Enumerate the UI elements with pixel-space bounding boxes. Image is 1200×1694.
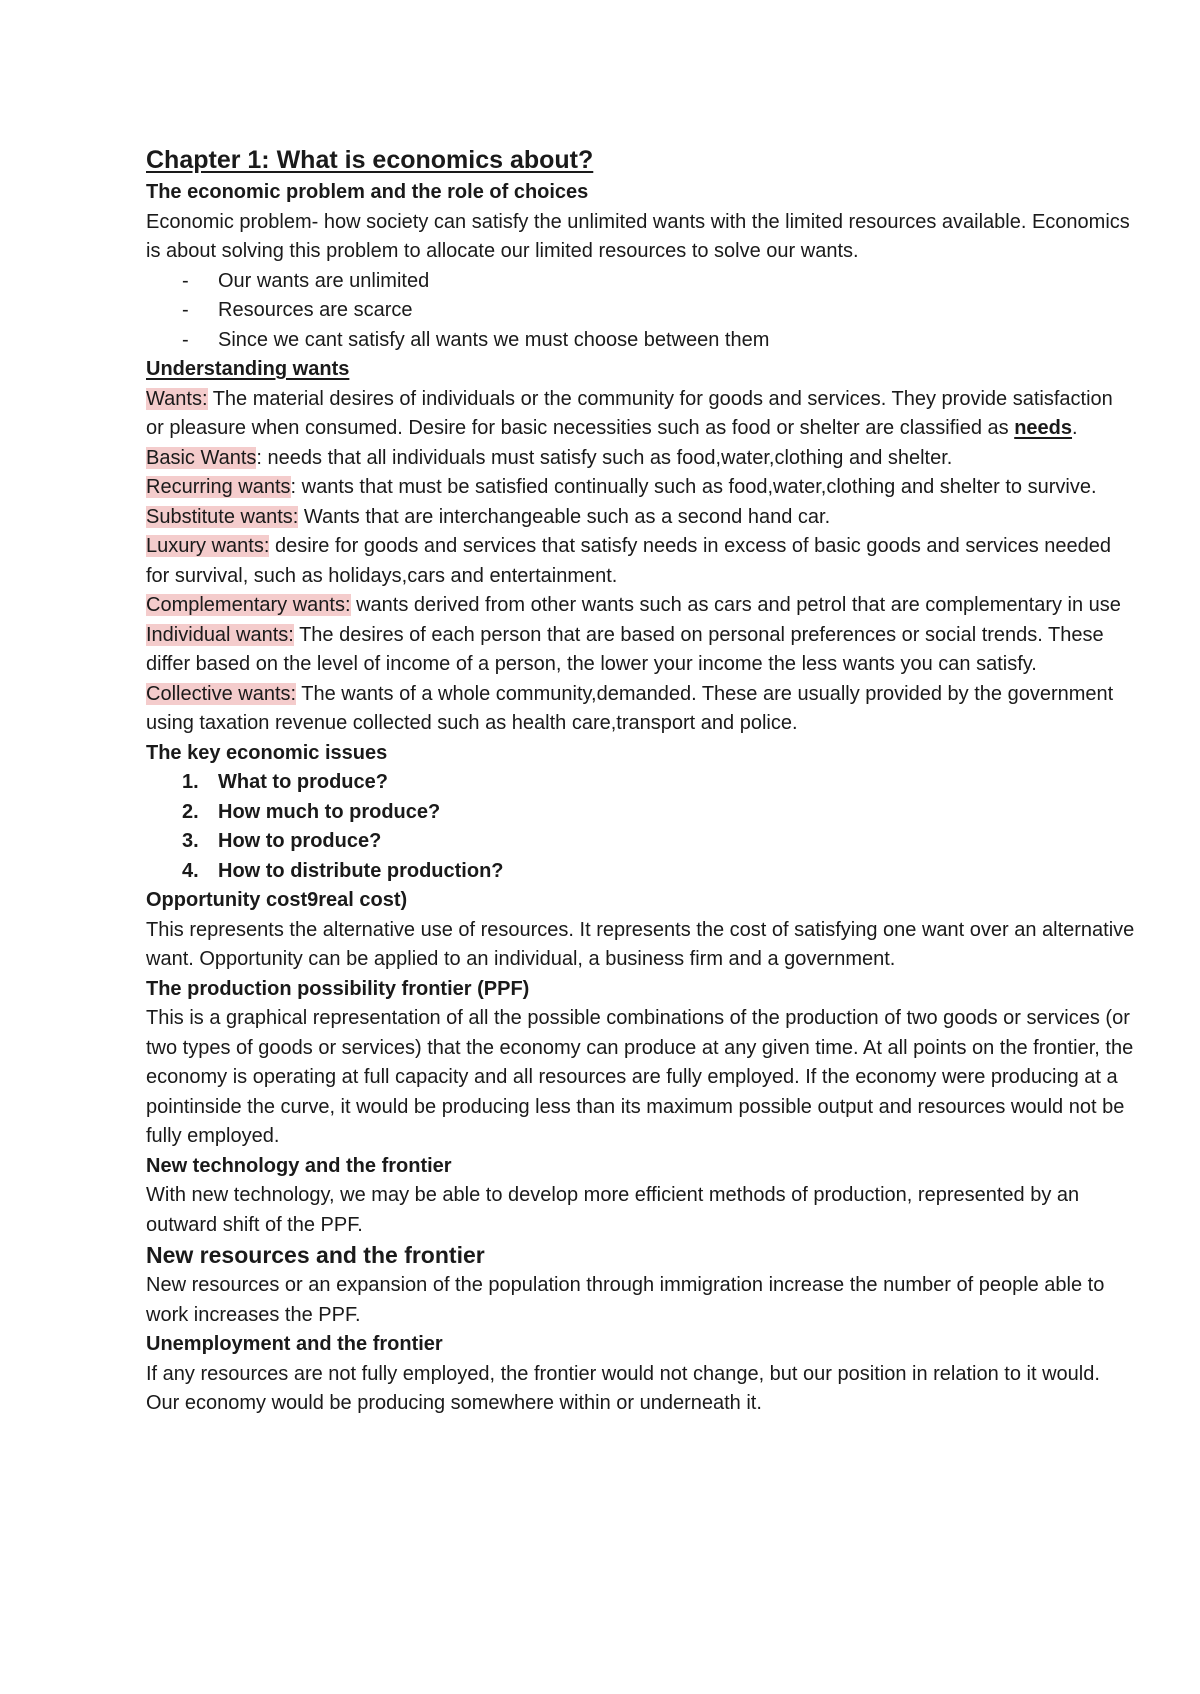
section-heading-new-technology: New technology and the frontier <box>146 1154 452 1177</box>
list-item: - Since we cant satisfy all wants we must choose between them <box>182 326 1136 356</box>
list-item <box>182 798 1136 828</box>
section-heading-economic-problem: The economic problem and the role of choices <box>146 181 589 203</box>
key-issues-list <box>146 768 1136 886</box>
definition-term: Wants: <box>146 387 208 410</box>
section-heading-opportunity-cost: Opportunity cost9real cost) <box>146 889 408 911</box>
section-heading-new-resources: New resources and the frontier <box>146 1242 485 1268</box>
economic-problem-list <box>146 267 1136 356</box>
needs-word: needs <box>1014 417 1073 439</box>
list-number: 3. <box>182 830 199 852</box>
document-page <box>146 142 1136 1419</box>
opportunity-cost-paragraph: This represents the alternative use of resources. It represents the cost of satisfying one want over an alternative want. Opportunity can be applied to an individual, a business firm and a government. <box>146 918 1135 970</box>
definition-individual-wants <box>146 621 1136 680</box>
definition-substitute-wants <box>146 503 1136 533</box>
list-text: What to produce? <box>218 771 388 793</box>
wants-definition <box>146 385 1136 444</box>
list-number: 2. <box>182 800 199 823</box>
list-number: 1. <box>182 771 199 793</box>
economic-problem-paragraph: Economic problem- how society can satisfy the unlimited wants with the limited resources available. Economics is about solving this problem to allocate our limited resources to solve our wants. <box>146 210 1130 262</box>
definition-text: Wants that are interchangeable such as a second hand car. <box>298 505 831 528</box>
chapter-title: Chapter 1: What is economics about? <box>146 146 594 174</box>
definition-term: Recurring wants <box>146 476 291 498</box>
definition-text: The desires of each person that are based on personal preferences or social trends. These differ based on the level of income of a person, the lower your income the less wants you can satisfy. <box>146 623 1104 675</box>
ppf-paragraph: This is a graphical representation of all the possible combinations of the production of two goods or services (or two types of goods or services) that the economy can produce at any given time. At all points on the frontier, the economy is operating at full capacity and all resources are fully employed. If the economy were producing at a pointinside the curve, it would be producing less than its maximum possible output and resources would not be fully employed. <box>146 1007 1134 1147</box>
new-resources-paragraph: New resources or an expansion of the population through immigration increase the number of people able to work increases the PPF. <box>146 1274 1105 1326</box>
definition-text: desire for goods and services that satisfy needs in excess of basic goods and services needed for survival, such as holidays,cars and entertainment. <box>146 535 1111 587</box>
list-item <box>182 857 1136 887</box>
definition-text: : wants that must be satisfied continually such as food,water,clothing and shelter to survive. <box>290 476 1097 498</box>
list-text: How much to produce? <box>218 800 441 823</box>
definition-term: Collective wants: <box>146 682 297 705</box>
list-item <box>182 827 1136 857</box>
new-technology-paragraph: With new technology, we may be able to develop more efficient methods of production, represented by an outward shift of the PPF. <box>146 1184 1080 1236</box>
list-item <box>182 768 1136 798</box>
definition-recurring-wants <box>146 473 1136 503</box>
definition-text: The wants of a whole community,demanded. These are usually provided by the government using taxation revenue collected such as health care,transport and police. <box>146 682 1114 734</box>
definition-term: Basic Wants <box>146 446 257 469</box>
unemployment-paragraph: If any resources are not fully employed, the frontier would not change, but our position in relation to it would. Our economy would be producing somewhere within or underneath it. <box>146 1362 1100 1414</box>
definition-term: Luxury wants: <box>146 535 270 557</box>
list-number: 4. <box>182 859 199 882</box>
definition-text: wants derived from other wants such as cars and petrol that are complementary in use <box>350 594 1121 616</box>
list-item: - Our wants are unlimited <box>182 267 1136 297</box>
section-heading-ppf: The production possibility frontier (PPF) <box>146 977 530 1000</box>
definition-luxury-wants <box>146 532 1136 591</box>
definition-complementary-wants <box>146 591 1136 621</box>
section-heading-unemployment: Unemployment and the frontier <box>146 1333 443 1355</box>
list-text: How to distribute production? <box>218 859 504 882</box>
definition-end: . <box>1072 417 1078 439</box>
definition-text: : needs that all individuals must satisfy such as food,water,clothing and shelter. <box>256 446 953 469</box>
list-item: - Resources are scarce <box>182 296 1136 326</box>
definition-term: Complementary wants: <box>146 594 351 616</box>
section-heading-key-issues: The key economic issues <box>146 741 388 764</box>
definition-term: Substitute wants: <box>146 505 299 528</box>
definition-collective-wants <box>146 680 1136 739</box>
section-heading-understanding-wants: Understanding wants <box>146 358 350 380</box>
definition-text: The material desires of individuals or the community for goods and services. They provide satisfaction or pleasure when consumed. Desire for basic necessities such as food or shelter are classified as <box>146 387 1113 439</box>
list-text: How to produce? <box>218 830 382 852</box>
definition-basic-wants <box>146 444 1136 474</box>
definition-term: Individual wants: <box>146 623 294 646</box>
